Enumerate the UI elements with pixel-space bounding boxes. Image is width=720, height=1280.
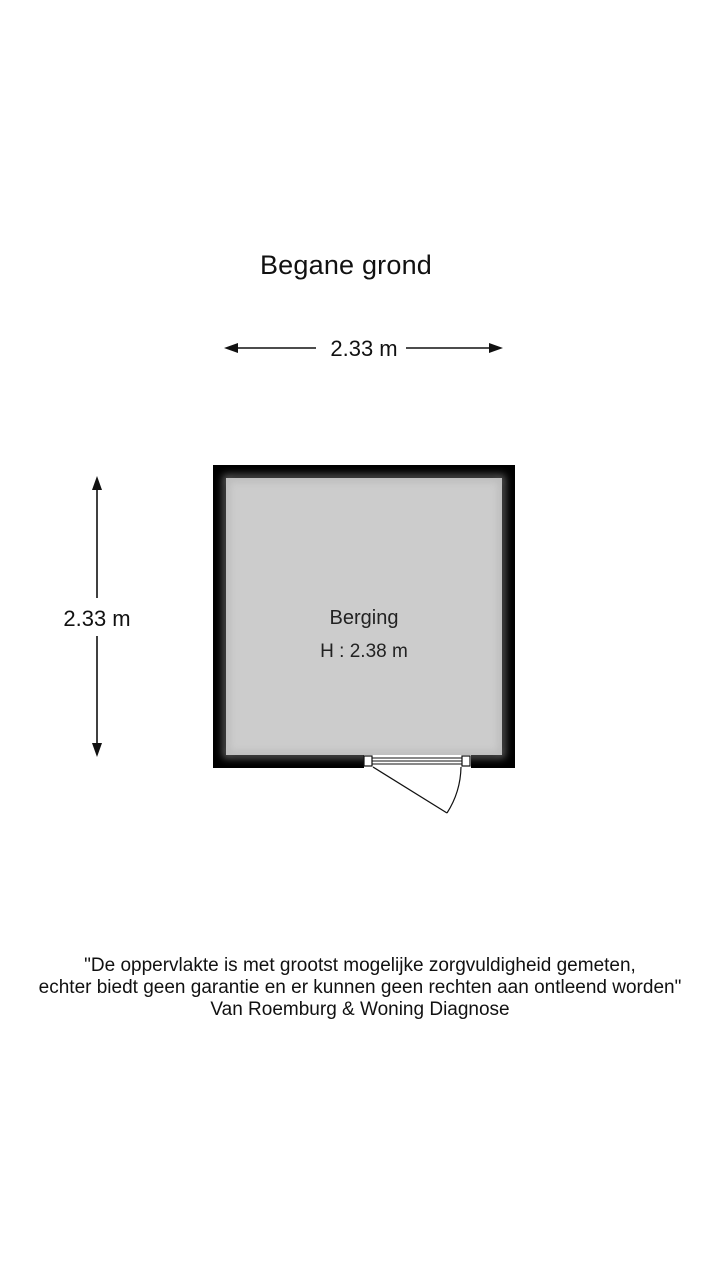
door-leaf (373, 767, 447, 813)
room-name: Berging (329, 607, 399, 629)
depth-dimension-label: 2.33 m (63, 606, 131, 631)
door-jamb-left (364, 756, 372, 766)
room-berging (213, 465, 515, 813)
arrow-left-icon (224, 343, 238, 353)
disclaimer-line-1: "De oppervlakte is met grootst mogelijke zorgvuldigheid gemeten, (84, 955, 636, 976)
door (364, 755, 471, 813)
room-height: H : 2.38 m (320, 641, 408, 662)
arrow-down-icon (92, 743, 102, 757)
width-dimension (224, 336, 503, 361)
disclaimer-company: Van Roemburg & Woning Diagnose (210, 999, 510, 1020)
arrow-right-icon (489, 343, 503, 353)
width-dimension-label: 2.33 m (330, 336, 398, 361)
arrow-up-icon (92, 476, 102, 490)
door-opening (364, 755, 471, 769)
floor-title: Begane grond (259, 250, 433, 280)
door-jamb-right (462, 756, 470, 766)
disclaimer-line-2: echter biedt geen garantie en er kunnen geen rechten aan ontleend worden" (38, 977, 682, 998)
disclaimer (0, 955, 720, 1021)
door-swing-arc (447, 767, 461, 813)
depth-dimension (63, 476, 130, 757)
